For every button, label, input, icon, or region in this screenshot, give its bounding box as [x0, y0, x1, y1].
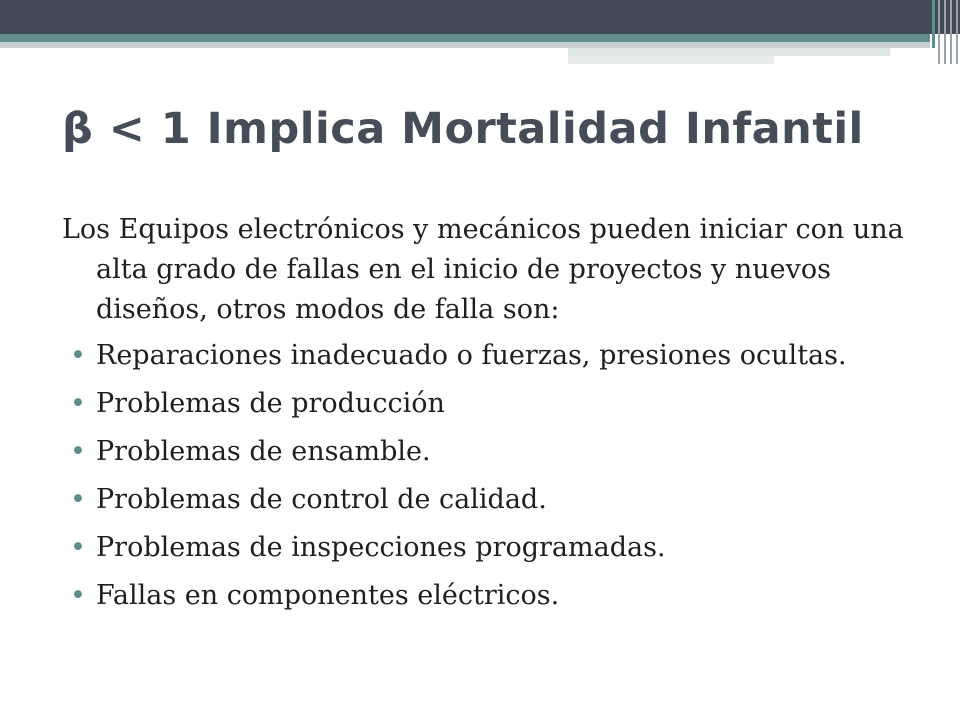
bullet-text: Fallas en componentes eléctricos.: [96, 580, 560, 611]
header-band-dark: [0, 0, 960, 34]
corner-decor-line: [956, 0, 958, 64]
bullet-dot-icon: •: [70, 580, 86, 611]
bullet-item: [62, 528, 922, 568]
bullet-dot-icon: •: [70, 532, 86, 563]
header-accent-light-2: [568, 56, 774, 64]
bullet-text: Problemas de control de calidad.: [96, 484, 547, 515]
corner-decor-line: [950, 0, 952, 64]
bullet-list: [62, 336, 922, 616]
slide-body: [62, 210, 922, 624]
corner-decor-line: [944, 0, 946, 64]
bullet-item: [62, 576, 922, 616]
intro-paragraph: Los Equipos electrónicos y mecánicos pueden iniciar con una alta grado de fallas en el inicio de proyectos y nuevos diseños, otros modos de falla son:: [62, 214, 904, 325]
bullet-dot-icon: •: [70, 484, 86, 515]
bullet-dot-icon: •: [70, 340, 86, 371]
bullet-text: Problemas de inspecciones programadas.: [96, 532, 666, 563]
bullet-item: [62, 384, 922, 424]
bullet-text: Problemas de ensamble.: [96, 436, 431, 467]
header-band-teal: [0, 34, 930, 42]
bullet-text: Reparaciones inadecuado o fuerzas, presiones ocultas.: [96, 340, 847, 371]
bullet-item: [62, 480, 922, 520]
bullet-dot-icon: •: [70, 436, 86, 467]
header-accent-light: [568, 48, 890, 56]
bullet-text: Problemas de producción: [96, 388, 445, 419]
corner-decor-line: [938, 0, 940, 64]
bullet-dot-icon: •: [70, 388, 86, 419]
slide-title: β < 1 Implica Mortalidad Infantil: [62, 104, 864, 154]
corner-decor-line: [932, 0, 935, 48]
bullet-item: [62, 336, 922, 376]
bullet-item: [62, 432, 922, 472]
